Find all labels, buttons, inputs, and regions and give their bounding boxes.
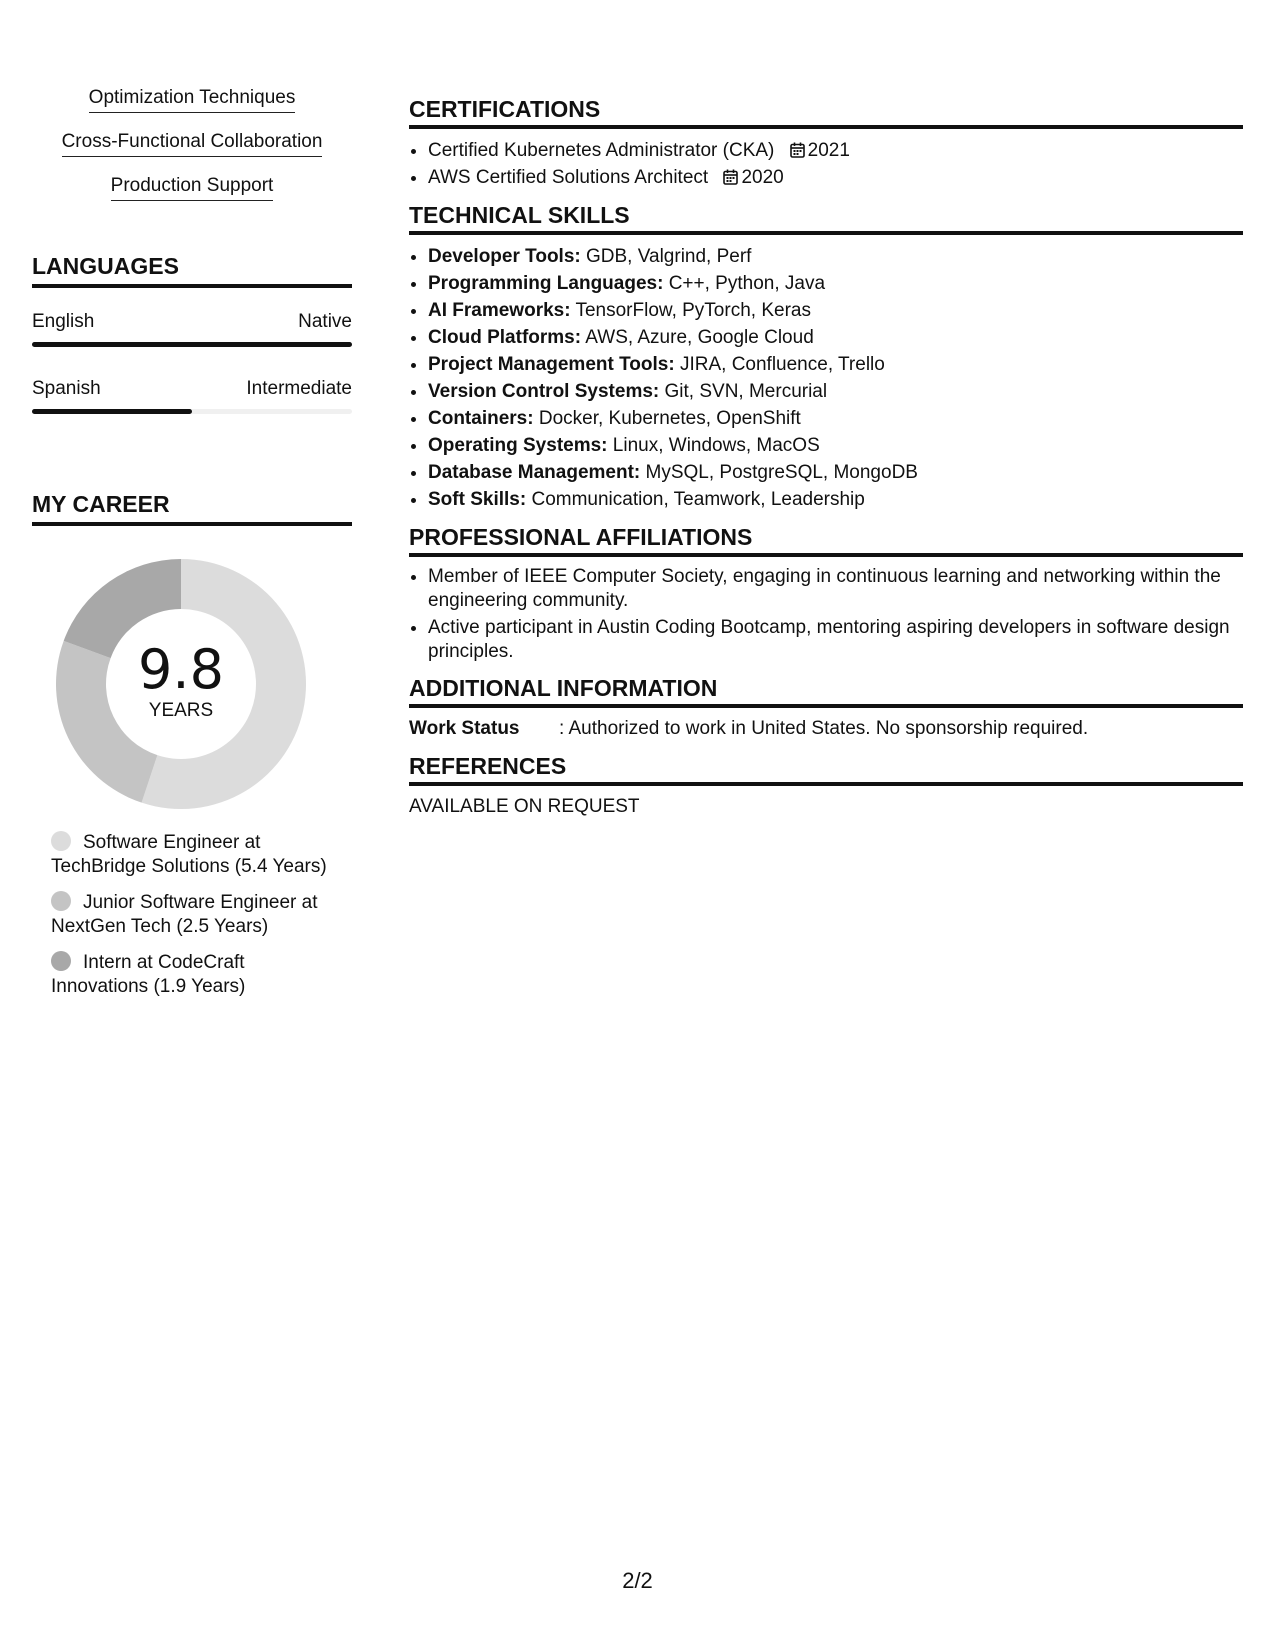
work-status-label: Work Status <box>409 718 520 739</box>
skill-values: GDB, Valgrind, Perf <box>580 246 752 267</box>
skill-item <box>428 432 1243 459</box>
language-proficiency-bar <box>32 409 352 414</box>
language-proficiency-fill <box>32 342 352 347</box>
skill-item <box>428 297 1243 324</box>
calendar-icon <box>723 169 738 185</box>
affiliation-item: • Member of IEEE Computer Society, engaging in continuous learning and networking within the engineering community. <box>428 565 1243 613</box>
skill-category: Operating Systems: <box>428 435 608 456</box>
affiliations-list <box>409 565 1243 664</box>
certifications-section <box>409 95 1243 191</box>
certification-item <box>428 164 1243 191</box>
skill-values: TensorFlow, PyTorch, Keras <box>570 300 811 321</box>
skill-values: Git, SVN, Mercurial <box>659 381 828 402</box>
languages-section <box>32 252 352 414</box>
references-heading: REFERENCES <box>409 752 1243 786</box>
skill-item <box>428 405 1243 432</box>
career-donut-chart <box>56 559 306 809</box>
certification-year: 2020 <box>741 167 784 188</box>
language-proficiency-bar <box>32 342 352 347</box>
skill-item <box>428 324 1243 351</box>
legend-item <box>51 891 341 939</box>
language-level: Native <box>298 311 352 332</box>
additional-info-heading: ADDITIONAL INFORMATION <box>409 674 1243 708</box>
career-total-unit: YEARS <box>148 700 214 721</box>
right-column <box>409 95 1243 830</box>
skill-values: Linux, Windows, MacOS <box>607 435 820 456</box>
skill-category: Version Control Systems: <box>428 381 660 402</box>
skill-item <box>428 270 1243 297</box>
skill-values: C++, Python, Java <box>663 273 826 294</box>
affiliation-item: • Active participant in Austin Coding Bootcamp, mentoring aspiring developers in software design principles. <box>428 616 1243 664</box>
page-number: 2/2 <box>622 1568 653 1593</box>
language-row <box>32 377 352 414</box>
certifications-list <box>409 137 1243 191</box>
legend-item <box>51 831 341 879</box>
skill-values: MySQL, PostgreSQL, MongoDB <box>640 462 918 483</box>
skill-values: AWS, Azure, Google Cloud <box>581 327 814 348</box>
language-name: Spanish <box>32 378 101 399</box>
work-status-row <box>409 716 1243 742</box>
legend-label: Software Engineer at TechBridge Solutions (5.4 Years) <box>51 832 327 877</box>
career-section <box>32 490 352 999</box>
work-status-value: : Authorized to work in United States. No sponsorship required. <box>559 718 1089 739</box>
skill-tag: Production Support <box>111 174 274 201</box>
skill-category: Programming Languages: <box>428 273 664 294</box>
language-name: English <box>32 311 95 332</box>
references-text: AVAILABLE ON REQUEST <box>409 796 640 817</box>
language-level: Intermediate <box>246 378 352 399</box>
career-total-years: 9.8 <box>138 638 224 701</box>
certification-year: 2021 <box>807 140 850 161</box>
skill-category: AI Frameworks: <box>428 300 571 321</box>
technical-skills-section <box>409 201 1243 513</box>
skill-category: Project Management Tools: <box>428 354 675 375</box>
affiliations-section <box>409 523 1243 664</box>
legend-dot <box>51 951 71 971</box>
legend-dot <box>51 891 71 911</box>
left-column <box>32 86 352 1011</box>
references-section <box>409 752 1243 820</box>
calendar-icon <box>790 142 805 158</box>
technical-skills-heading: TECHNICAL SKILLS <box>409 201 1243 235</box>
skill-category: Containers: <box>428 408 534 429</box>
legend-item <box>51 951 341 999</box>
language-proficiency-fill <box>32 409 192 414</box>
skill-category: Developer Tools: <box>428 246 581 267</box>
certification-name: Certified Kubernetes Administrator (CKA) <box>428 140 775 161</box>
career-heading: MY CAREER <box>32 490 352 526</box>
skill-values: Communication, Teamwork, Leadership <box>526 489 865 510</box>
skill-values: JIRA, Confluence, Trello <box>674 354 885 375</box>
skill-item <box>428 459 1243 486</box>
skill-tag: Cross-Functional Collaboration <box>62 130 323 157</box>
certification-item <box>428 137 1243 164</box>
legend-label: Intern at CodeCraft Innovations (1.9 Years) <box>51 952 246 997</box>
affiliations-heading: PROFESSIONAL AFFILIATIONS <box>409 523 1243 557</box>
legend-label: Junior Software Engineer at NextGen Tech (2.5 Years) <box>51 892 318 937</box>
skill-category: Soft Skills: <box>428 489 527 510</box>
skill-category: Cloud Platforms: <box>428 327 582 348</box>
skill-tag: Optimization Techniques <box>89 86 296 113</box>
skill-item <box>428 243 1243 270</box>
skill-values: Docker, Kubernetes, OpenShift <box>533 408 801 429</box>
certifications-heading: CERTIFICATIONS <box>409 95 1243 129</box>
additional-info-section <box>409 674 1243 742</box>
certification-name: AWS Certified Solutions Architect <box>428 167 709 188</box>
skill-item <box>428 351 1243 378</box>
skill-item <box>428 486 1243 513</box>
language-row <box>32 310 352 347</box>
legend-dot <box>51 831 71 851</box>
skill-category: Database Management: <box>428 462 641 483</box>
career-legend <box>51 831 341 999</box>
skill-item <box>428 378 1243 405</box>
technical-skills-list <box>409 243 1243 513</box>
donut-center <box>56 559 306 809</box>
languages-heading: LANGUAGES <box>32 252 352 288</box>
skill-tags <box>32 86 352 218</box>
